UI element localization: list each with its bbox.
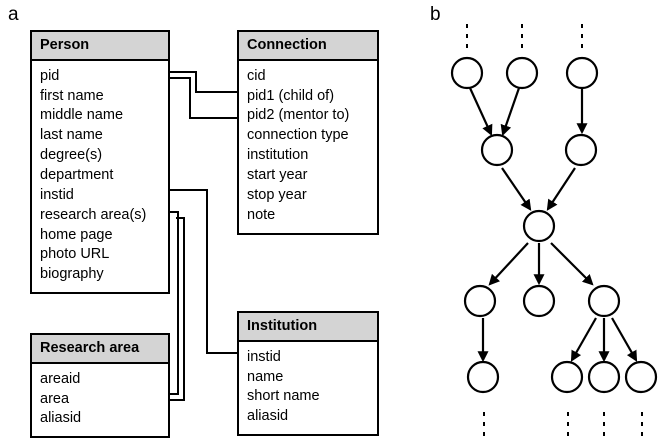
field: pid <box>40 67 60 84</box>
entity-research-area <box>30 333 170 438</box>
entity-institution-title: Institution <box>239 313 377 342</box>
panel-label-a: a <box>8 4 19 25</box>
field: start year <box>247 166 308 183</box>
field: aliasid <box>40 410 82 427</box>
field: note <box>247 206 276 223</box>
field: instid <box>247 348 281 365</box>
entity-connection-title: Connection <box>239 32 377 61</box>
field: photo URL <box>40 246 110 263</box>
field: degree(s) <box>40 147 103 164</box>
field: institution <box>247 147 309 164</box>
field: name <box>247 368 284 385</box>
entity-person-fields <box>32 61 168 292</box>
entity-institution <box>237 311 379 436</box>
panel-label-b: b <box>430 4 441 25</box>
field: biography <box>40 266 104 283</box>
field: first name <box>40 87 104 104</box>
field: pid2 (mentor to) <box>247 107 350 124</box>
field: short name <box>247 388 320 405</box>
field: instid <box>40 186 74 203</box>
field: cid <box>247 67 266 84</box>
field: research area(s) <box>40 206 147 223</box>
field: stop year <box>247 186 307 203</box>
entity-person <box>30 30 170 294</box>
entity-person-title: Person <box>32 32 168 61</box>
field: department <box>40 166 114 183</box>
field: pid1 (child of) <box>247 87 335 104</box>
field: home page <box>40 226 113 243</box>
entity-institution-fields <box>239 342 377 434</box>
field: area <box>40 390 70 407</box>
entity-connection <box>237 30 379 235</box>
field: aliasid <box>247 408 289 425</box>
field: middle name <box>40 107 124 124</box>
field: connection type <box>247 127 349 144</box>
field: last name <box>40 127 103 144</box>
entity-research-area-fields <box>32 364 168 437</box>
field: areaid <box>40 370 81 387</box>
entity-research-area-title: Research area <box>32 335 168 364</box>
entity-connection-fields <box>239 61 377 233</box>
